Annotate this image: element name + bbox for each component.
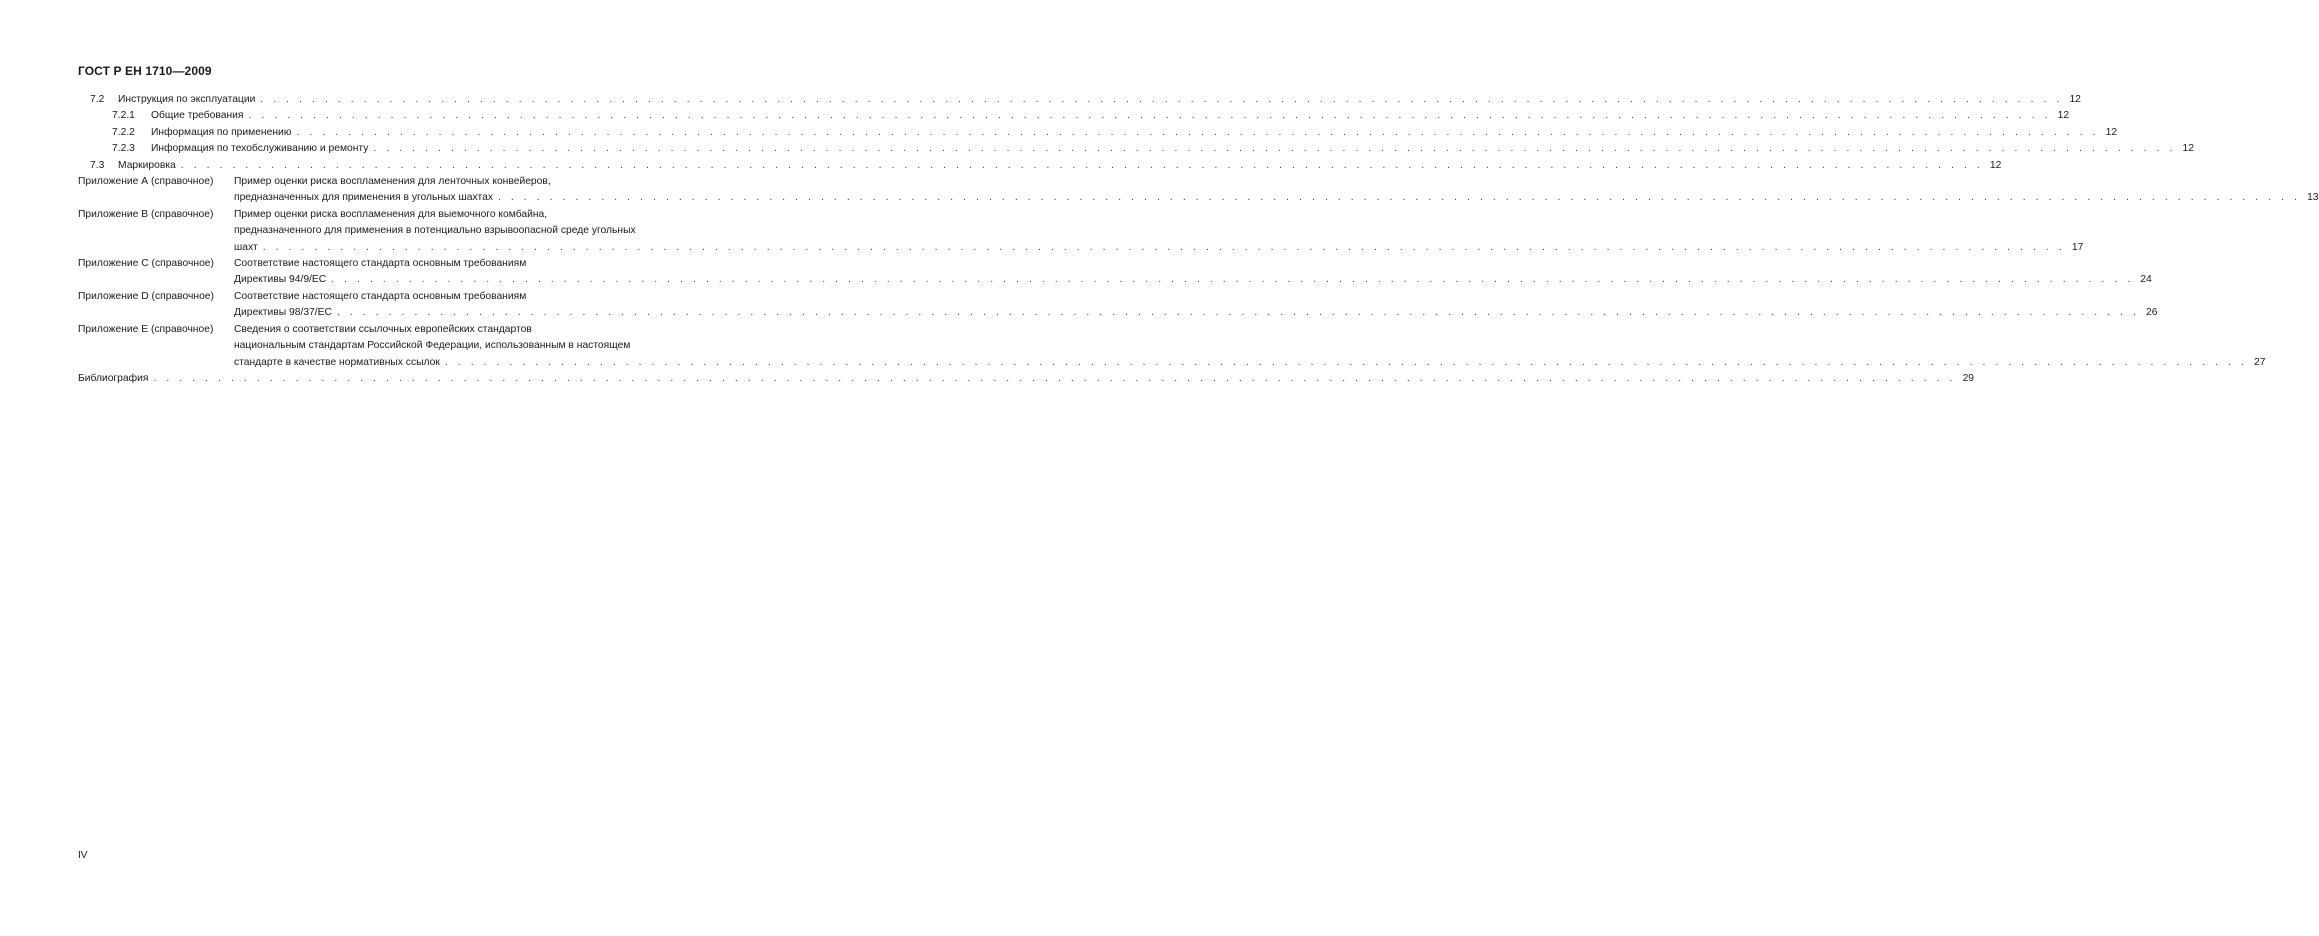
toc-entry-title: Инструкция по эксплуатации <box>118 94 256 105</box>
toc-entry-page: 27 <box>2253 356 2266 368</box>
toc-entry-title: предназначенных для применения в угольных шахтах <box>234 192 493 204</box>
toc-entry-line <box>78 125 2118 141</box>
toc-entry-title: Общие требования <box>151 110 244 122</box>
dot-leader: . . . . . . . . . . . . . . . . . . . . . . . . . . . . . . . . . . . . . . . . . . . . . . . . . . . . . . . . . . . . . . . . . . . . . . . . . . . . . . . . . . . . . . . . . . . . . . . . . . . . . . . . . . . . . . . . . . . . . . . . . . . . . . . . . . . . . . . . . . . . <box>296 126 2100 138</box>
toc-entry-number: Приложение В (справочное) <box>78 208 214 220</box>
toc-entry-title: шахт <box>234 241 258 253</box>
toc-entry-title: Сведения о соответствии ссылочных европейских стандартов <box>234 323 532 335</box>
toc-entry-page: 24 <box>2140 274 2152 286</box>
dot-leader: . . . . . . . . . . . . . . . . . . . . . . . . . . . . . . . . . . . . . . . . . . . . . . . . . . . . . . . . . . . . . . . . . . . . . . . . . . . . . . . . . . . . . . . . . . . . . . . . . . . . . . . . . . . . . . . . . . . . . . . . . . . . . . . . . . . . . . . . . . . . <box>153 372 1957 384</box>
toc-entry-line <box>78 338 631 354</box>
toc-entry-title: Пример оценки риска воспламенения для ленточных конвейеров, <box>234 176 551 188</box>
dot-leader: . . . . . . . . . . . . . . . . . . . . . . . . . . . . . . . . . . . . . . . . . . . . . . . . . . . . . . . . . . . . . . . . . . . . . . . . . . . . . . . . . . . . . . . . . . . . . . . . . . . . . . . . . . . . . . . . . . . . . . . . . . . . . . . . . . . . . . . . . . . . <box>331 274 2134 286</box>
toc-entry-number: 7.2.3 <box>112 143 135 155</box>
dot-leader: . . . . . . . . . . . . . . . . . . . . . . . . . . . . . . . . . . . . . . . . . . . . . . . . . . . . . . . . . . . . . . . . . . . . . . . . . . . . . . . . . . . . . . . . . . . . . . . . . . . . . . . . . . . . . . . . . . . . . . . . . . . . . . . . . . . . . . . . . . . . <box>336 307 2140 319</box>
toc-entry-title: Маркировка <box>118 159 176 171</box>
toc-entry-line <box>78 322 614 338</box>
toc-entry-page: 26 <box>2146 307 2158 319</box>
dot-leader: . . . . . . . . . . . . . . . . . . . . . . . . . . . . . . . . . . . . . . . . . . . . . . . . . . . . . . . . . . . . . . . . . . . . . . . . . . . . . . . . . . . . . . . . . . . . . . . . . . . . . . . . . . . . . . . . . . . . . . . . . . . . . . . . . . . . . . . . . . . . <box>262 241 2066 253</box>
toc-entry-number: 7.2.2 <box>112 126 135 138</box>
toc-entry-number: Приложение С (справочное) <box>78 258 214 270</box>
table-of-contents <box>78 92 2319 387</box>
toc-entry-title: Директивы 94/9/ЕС <box>234 274 327 286</box>
dot-leader: . . . . . . . . . . . . . . . . . . . . . . . . . . . . . . . . . . . . . . . . . . . . . . . . . . . . . . . . . . . . . . . . . . . . . . . . . . . . . . . . . . . . . . . . . . . . . . . . . . . . . . . . . . . . . . . . . . . . . . . . . . . . . . . . . . . . . . . . . . . . <box>260 94 2063 105</box>
toc-entry-page: 12 <box>2057 110 2070 122</box>
toc-entry-title: Соответствие настоящего стандарта основным требованиям <box>234 290 527 302</box>
toc-entry-title: национальным стандартам Российской Федерации, использованным в настоящем <box>234 340 631 352</box>
toc-entry-page: 12 <box>1989 159 2002 171</box>
dot-leader: . . . . . . . . . . . . . . . . . . . . . . . . . . . . . . . . . . . . . . . . . . . . . . . . . . . . . . . . . . . . . . . . . . . . . . . . . . . . . . . . . . . . . . . . . . . . . . . . . . . . . . . . . . . . . . . . . . . . . . . . . . . . . . . . . . . . . . . . . . . . <box>248 110 2052 122</box>
toc-entry-line <box>78 141 2194 157</box>
toc-entry-number: Приложение А (справочное) <box>78 176 214 188</box>
toc-entry-title: стандарте в качестве нормативных ссылок <box>234 356 440 368</box>
toc-entry-page: 29 <box>1962 372 1975 384</box>
toc-entry-line <box>78 158 2002 174</box>
toc-entry-page: 12 <box>2182 143 2194 155</box>
toc-entry-number: Приложение Е (справочное) <box>78 323 214 335</box>
toc-entry-number: 7.2.1 <box>112 110 135 122</box>
toc-entry-line <box>78 289 614 305</box>
dot-leader: . . . . . . . . . . . . . . . . . . . . . . . . . . . . . . . . . . . . . . . . . . . . . . . . . . . . . . . . . . . . . . . . . . . . . . . . . . . . . . . . . . . . . . . . . . . . . . . . . . . . . . . . . . . . . . . . . . . . . . . . . . . . . . . . . . . . . . . . . . . . <box>373 143 2176 155</box>
page-header: ГОСТ Р ЕН 1710—2009 <box>78 64 212 78</box>
toc-entry-title: Библиография <box>78 372 149 384</box>
toc-entry-title: Информация по техобслуживанию и ремонту <box>151 143 369 155</box>
toc-entry-page: 12 <box>2105 126 2118 138</box>
toc-entry-line <box>78 92 2081 108</box>
toc-entry-line <box>78 256 614 272</box>
toc-entry-number: 7.2 <box>90 94 105 105</box>
toc-entry-number: Приложение D (справочное) <box>78 290 214 302</box>
toc-entry-page: 17 <box>2071 241 2084 253</box>
toc-entry-line <box>78 272 2152 288</box>
toc-entry-title: Директивы 98/37/ЕС <box>234 307 332 319</box>
toc-entry-title: Пример оценки риска воспламенения для выемочного комбайна, <box>234 208 548 220</box>
page-number: IV <box>78 850 88 861</box>
toc-entry-line <box>78 305 2158 321</box>
toc-entry-line <box>78 108 2070 124</box>
toc-entry-page: 12 <box>2069 94 2081 105</box>
toc-entry-line <box>78 355 2266 371</box>
toc-entry-line <box>78 207 614 223</box>
toc-entry-page: 13 <box>2307 192 2319 204</box>
toc-entry-title: Информация по применению <box>151 126 292 138</box>
toc-entry-line <box>78 174 614 190</box>
toc-entry-line <box>78 223 636 239</box>
toc-entry-title: Соответствие настоящего стандарта основным требованиям <box>234 258 527 270</box>
dot-leader: . . . . . . . . . . . . . . . . . . . . . . . . . . . . . . . . . . . . . . . . . . . . . . . . . . . . . . . . . . . . . . . . . . . . . . . . . . . . . . . . . . . . . . . . . . . . . . . . . . . . . . . . . . . . . . . . . . . . . . . . . . . . . . . . . . . . . . . . . . . . <box>444 356 2248 368</box>
toc-entry-line <box>78 371 1975 387</box>
dot-leader: . . . . . . . . . . . . . . . . . . . . . . . . . . . . . . . . . . . . . . . . . . . . . . . . . . . . . . . . . . . . . . . . . . . . . . . . . . . . . . . . . . . . . . . . . . . . . . . . . . . . . . . . . . . . . . . . . . . . . . . . . . . . . . . . . . . . . . . . . . . . <box>497 192 2301 204</box>
toc-entry-line <box>78 240 2084 256</box>
toc-entry-number: 7.3 <box>90 159 105 171</box>
toc-entry-title: предназначенного для применения в потенциально взрывоопасной среде угольных <box>234 225 636 237</box>
dot-leader: . . . . . . . . . . . . . . . . . . . . . . . . . . . . . . . . . . . . . . . . . . . . . . . . . . . . . . . . . . . . . . . . . . . . . . . . . . . . . . . . . . . . . . . . . . . . . . . . . . . . . . . . . . . . . . . . . . . . . . . . . . . . . . . . . . . . . . . . . . . . <box>180 159 1984 171</box>
toc-entry-line <box>78 190 2319 206</box>
